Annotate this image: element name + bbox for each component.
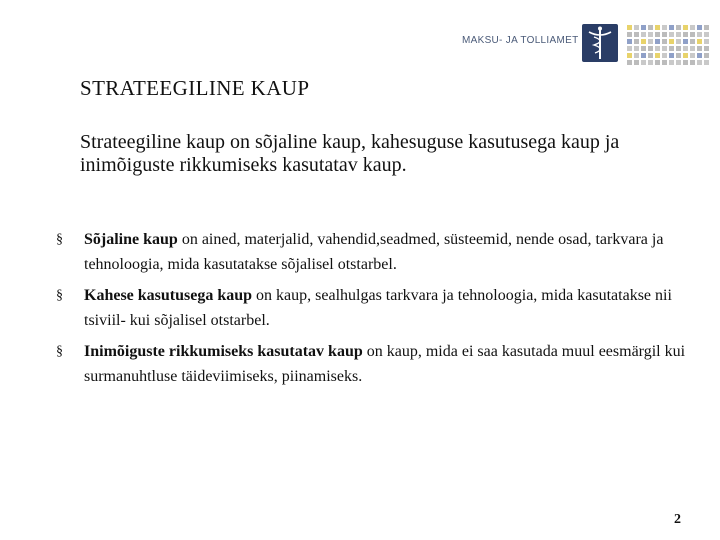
decorative-dot [648, 46, 653, 51]
decorative-dot [669, 39, 674, 44]
decorative-dot [662, 53, 667, 58]
decorative-dot [697, 39, 702, 44]
decorative-dot [704, 53, 709, 58]
decorative-dot [641, 39, 646, 44]
decorative-dot [634, 32, 639, 37]
intro-paragraph: Strateegiline kaup on sõjaline kaup, kahesuguse kasutusega kaup ja inimõiguste rikkumiseks kasutatav kaup. [80, 131, 620, 176]
decorative-dot [704, 32, 709, 37]
decorative-dot [641, 46, 646, 51]
decorative-dot [676, 32, 681, 37]
bullet-marker: § [56, 232, 63, 247]
decorative-dot [697, 53, 702, 58]
caduceus-icon [582, 24, 618, 62]
decorative-dot [669, 53, 674, 58]
decorative-dot [627, 53, 632, 58]
decorative-dot [648, 25, 653, 30]
decorative-dot [676, 53, 681, 58]
decorative-dot [683, 39, 688, 44]
decorative-dot [641, 60, 646, 65]
list-item [56, 227, 696, 277]
decorative-dot [641, 25, 646, 30]
decorative-dot [634, 53, 639, 58]
decorative-dot [655, 46, 660, 51]
decorative-dot [690, 32, 695, 37]
decorative-dot [697, 32, 702, 37]
page-number: 2 [674, 512, 681, 527]
bullet-term: Sõjaline kaup [84, 231, 178, 248]
decorative-dot [690, 60, 695, 65]
decorative-dot [634, 39, 639, 44]
decorative-dot [655, 25, 660, 30]
decorative-dot [648, 39, 653, 44]
decorative-dot-grid [627, 25, 709, 65]
decorative-dot [683, 32, 688, 37]
decorative-dot [634, 25, 639, 30]
decorative-dot [648, 53, 653, 58]
decorative-dot [669, 32, 674, 37]
decorative-dot [634, 46, 639, 51]
bullet-term: Kahese kasutusega kaup [84, 287, 253, 304]
decorative-dot [704, 60, 709, 65]
decorative-dot [662, 32, 667, 37]
decorative-dot [683, 25, 688, 30]
decorative-dot [676, 39, 681, 44]
decorative-dot [676, 60, 681, 65]
decorative-dot [662, 39, 667, 44]
decorative-dot [683, 60, 688, 65]
list-item [56, 339, 696, 389]
decorative-dot [690, 25, 695, 30]
decorative-dot [655, 60, 660, 65]
decorative-dot [683, 46, 688, 51]
decorative-dot [627, 60, 632, 65]
decorative-dot [697, 46, 702, 51]
decorative-dot [662, 60, 667, 65]
decorative-dot [690, 53, 695, 58]
decorative-dot [676, 46, 681, 51]
decorative-dot [676, 25, 681, 30]
list-item [56, 283, 696, 333]
decorative-dot [704, 25, 709, 30]
decorative-dot [690, 46, 695, 51]
decorative-dot [669, 60, 674, 65]
decorative-dot [683, 53, 688, 58]
decorative-dot [662, 46, 667, 51]
decorative-dot [690, 39, 695, 44]
decorative-dot [641, 32, 646, 37]
decorative-dot [627, 46, 632, 51]
decorative-dot [697, 25, 702, 30]
decorative-dot [669, 25, 674, 30]
bullet-marker: § [56, 344, 63, 359]
bullet-text: on kaup, sealhulgas tarkvara ja tehnoloogia, mida kasutatakse nii tsiviil- kui sõjalisel otstarbel. [84, 287, 672, 329]
bullet-text: on ained, materjalid, vahendid,seadmed, süsteemid, nende osad, tarkvara ja tehnoloogia, mida kasutatakse sõjalisel otstarbel. [84, 231, 664, 273]
decorative-dot [655, 32, 660, 37]
bullet-term: Inimõiguste rikkumiseks kasutatav kaup [84, 343, 363, 360]
decorative-dot [634, 60, 639, 65]
decorative-dot [641, 53, 646, 58]
decorative-dot [627, 32, 632, 37]
bullet-marker: § [56, 288, 63, 303]
page-title: STRATEEGILINE KAUP [80, 76, 310, 100]
decorative-dot [704, 46, 709, 51]
decorative-dot [697, 60, 702, 65]
decorative-dot [662, 25, 667, 30]
decorative-dot [627, 25, 632, 30]
bullet-list [56, 227, 696, 395]
brand-name: MAKSU- JA TOLLIAMET [462, 35, 579, 46]
decorative-dot [648, 32, 653, 37]
bullet-text: on kaup, mida ei saa kasutada muul eesmärgil kui surmanuhtluse täideviimiseks, piinamiseks. [84, 343, 686, 385]
decorative-dot [648, 60, 653, 65]
decorative-dot [669, 46, 674, 51]
decorative-dot [655, 53, 660, 58]
decorative-dot [655, 39, 660, 44]
header-logo [462, 20, 712, 68]
decorative-dot [704, 39, 709, 44]
decorative-dot [627, 39, 632, 44]
